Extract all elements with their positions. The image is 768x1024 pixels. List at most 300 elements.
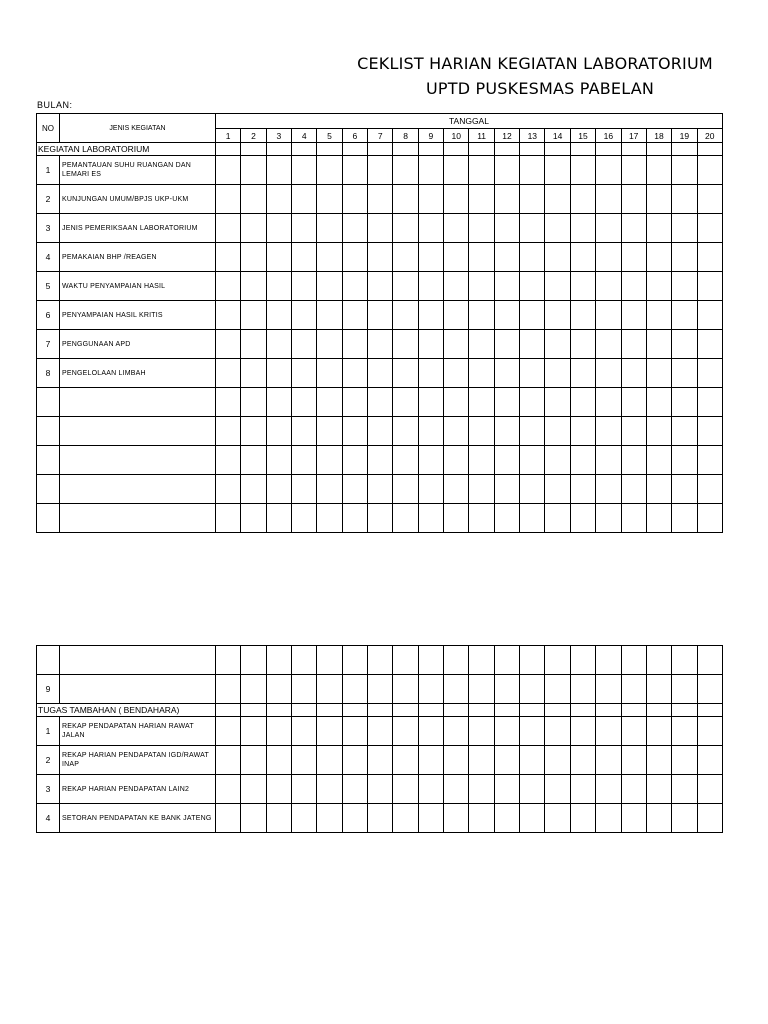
check-cell[interactable] — [266, 243, 291, 272]
check-cell[interactable] — [342, 243, 367, 272]
check-cell[interactable] — [646, 330, 671, 359]
check-cell[interactable] — [342, 675, 367, 704]
check-cell[interactable] — [646, 646, 671, 675]
check-cell[interactable] — [545, 301, 570, 330]
check-cell[interactable] — [520, 704, 545, 717]
check-cell[interactable] — [216, 475, 241, 504]
check-cell[interactable] — [697, 388, 722, 417]
check-cell[interactable] — [621, 185, 646, 214]
check-cell[interactable] — [646, 775, 671, 804]
check-cell[interactable] — [418, 475, 443, 504]
check-cell[interactable] — [672, 214, 697, 243]
check-cell[interactable] — [216, 746, 241, 775]
check-cell[interactable] — [368, 388, 393, 417]
check-cell[interactable] — [646, 446, 671, 475]
check-cell[interactable] — [317, 243, 342, 272]
check-cell[interactable] — [266, 388, 291, 417]
check-cell[interactable] — [672, 417, 697, 446]
check-cell[interactable] — [469, 804, 494, 833]
check-cell[interactable] — [520, 646, 545, 675]
check-cell[interactable] — [317, 504, 342, 533]
check-cell[interactable] — [292, 143, 317, 156]
check-cell[interactable] — [596, 475, 621, 504]
check-cell[interactable] — [368, 704, 393, 717]
check-cell[interactable] — [596, 330, 621, 359]
check-cell[interactable] — [545, 185, 570, 214]
check-cell[interactable] — [494, 243, 519, 272]
check-cell[interactable] — [418, 804, 443, 833]
check-cell[interactable] — [368, 185, 393, 214]
check-cell[interactable] — [368, 301, 393, 330]
check-cell[interactable] — [621, 704, 646, 717]
check-cell[interactable] — [494, 185, 519, 214]
check-cell[interactable] — [646, 272, 671, 301]
check-cell[interactable] — [292, 804, 317, 833]
check-cell[interactable] — [520, 156, 545, 185]
check-cell[interactable] — [241, 746, 266, 775]
check-cell[interactable] — [393, 775, 418, 804]
check-cell[interactable] — [317, 475, 342, 504]
check-cell[interactable] — [646, 704, 671, 717]
check-cell[interactable] — [646, 717, 671, 746]
check-cell[interactable] — [494, 504, 519, 533]
check-cell[interactable] — [570, 804, 595, 833]
check-cell[interactable] — [672, 272, 697, 301]
check-cell[interactable] — [317, 746, 342, 775]
check-cell[interactable] — [317, 272, 342, 301]
check-cell[interactable] — [621, 359, 646, 388]
check-cell[interactable] — [494, 330, 519, 359]
check-cell[interactable] — [646, 417, 671, 446]
check-cell[interactable] — [494, 214, 519, 243]
check-cell[interactable] — [646, 143, 671, 156]
check-cell[interactable] — [545, 272, 570, 301]
check-cell[interactable] — [393, 804, 418, 833]
check-cell[interactable] — [545, 243, 570, 272]
check-cell[interactable] — [494, 301, 519, 330]
check-cell[interactable] — [444, 746, 469, 775]
check-cell[interactable] — [393, 504, 418, 533]
check-cell[interactable] — [393, 475, 418, 504]
check-cell[interactable] — [241, 504, 266, 533]
check-cell[interactable] — [570, 185, 595, 214]
check-cell[interactable] — [241, 704, 266, 717]
check-cell[interactable] — [697, 417, 722, 446]
check-cell[interactable] — [697, 301, 722, 330]
check-cell[interactable] — [697, 746, 722, 775]
check-cell[interactable] — [646, 156, 671, 185]
check-cell[interactable] — [241, 675, 266, 704]
check-cell[interactable] — [469, 243, 494, 272]
check-cell[interactable] — [697, 446, 722, 475]
check-cell[interactable] — [342, 143, 367, 156]
check-cell[interactable] — [672, 359, 697, 388]
check-cell[interactable] — [621, 717, 646, 746]
check-cell[interactable] — [596, 359, 621, 388]
check-cell[interactable] — [469, 504, 494, 533]
check-cell[interactable] — [596, 417, 621, 446]
check-cell[interactable] — [469, 704, 494, 717]
check-cell[interactable] — [444, 475, 469, 504]
check-cell[interactable] — [646, 504, 671, 533]
check-cell[interactable] — [646, 675, 671, 704]
check-cell[interactable] — [545, 804, 570, 833]
check-cell[interactable] — [342, 775, 367, 804]
check-cell[interactable] — [368, 446, 393, 475]
check-cell[interactable] — [444, 775, 469, 804]
check-cell[interactable] — [646, 746, 671, 775]
check-cell[interactable] — [494, 446, 519, 475]
check-cell[interactable] — [520, 359, 545, 388]
check-cell[interactable] — [317, 675, 342, 704]
check-cell[interactable] — [545, 417, 570, 446]
check-cell[interactable] — [520, 475, 545, 504]
check-cell[interactable] — [697, 775, 722, 804]
check-cell[interactable] — [469, 646, 494, 675]
check-cell[interactable] — [469, 746, 494, 775]
check-cell[interactable] — [545, 214, 570, 243]
check-cell[interactable] — [393, 156, 418, 185]
check-cell[interactable] — [570, 704, 595, 717]
check-cell[interactable] — [596, 156, 621, 185]
check-cell[interactable] — [342, 330, 367, 359]
check-cell[interactable] — [646, 243, 671, 272]
check-cell[interactable] — [469, 156, 494, 185]
check-cell[interactable] — [672, 675, 697, 704]
check-cell[interactable] — [621, 446, 646, 475]
check-cell[interactable] — [241, 243, 266, 272]
check-cell[interactable] — [342, 717, 367, 746]
check-cell[interactable] — [697, 214, 722, 243]
check-cell[interactable] — [596, 504, 621, 533]
check-cell[interactable] — [570, 646, 595, 675]
check-cell[interactable] — [266, 330, 291, 359]
check-cell[interactable] — [216, 388, 241, 417]
check-cell[interactable] — [292, 417, 317, 446]
check-cell[interactable] — [393, 359, 418, 388]
check-cell[interactable] — [545, 504, 570, 533]
check-cell[interactable] — [596, 214, 621, 243]
check-cell[interactable] — [317, 646, 342, 675]
check-cell[interactable] — [342, 804, 367, 833]
check-cell[interactable] — [241, 417, 266, 446]
check-cell[interactable] — [444, 156, 469, 185]
check-cell[interactable] — [697, 143, 722, 156]
check-cell[interactable] — [444, 446, 469, 475]
check-cell[interactable] — [266, 675, 291, 704]
check-cell[interactable] — [545, 330, 570, 359]
check-cell[interactable] — [545, 359, 570, 388]
check-cell[interactable] — [545, 717, 570, 746]
check-cell[interactable] — [596, 301, 621, 330]
check-cell[interactable] — [342, 475, 367, 504]
check-cell[interactable] — [672, 646, 697, 675]
check-cell[interactable] — [216, 704, 241, 717]
check-cell[interactable] — [596, 775, 621, 804]
check-cell[interactable] — [342, 446, 367, 475]
check-cell[interactable] — [570, 717, 595, 746]
check-cell[interactable] — [266, 504, 291, 533]
check-cell[interactable] — [672, 243, 697, 272]
check-cell[interactable] — [241, 156, 266, 185]
check-cell[interactable] — [393, 675, 418, 704]
check-cell[interactable] — [418, 156, 443, 185]
check-cell[interactable] — [241, 388, 266, 417]
check-cell[interactable] — [596, 388, 621, 417]
check-cell[interactable] — [418, 675, 443, 704]
check-cell[interactable] — [646, 359, 671, 388]
check-cell[interactable] — [418, 330, 443, 359]
check-cell[interactable] — [570, 775, 595, 804]
check-cell[interactable] — [545, 475, 570, 504]
check-cell[interactable] — [342, 704, 367, 717]
check-cell[interactable] — [393, 746, 418, 775]
check-cell[interactable] — [469, 185, 494, 214]
check-cell[interactable] — [672, 330, 697, 359]
check-cell[interactable] — [418, 704, 443, 717]
check-cell[interactable] — [292, 388, 317, 417]
check-cell[interactable] — [570, 475, 595, 504]
check-cell[interactable] — [469, 446, 494, 475]
check-cell[interactable] — [292, 185, 317, 214]
check-cell[interactable] — [292, 504, 317, 533]
check-cell[interactable] — [621, 272, 646, 301]
check-cell[interactable] — [393, 330, 418, 359]
check-cell[interactable] — [545, 775, 570, 804]
check-cell[interactable] — [494, 717, 519, 746]
check-cell[interactable] — [342, 646, 367, 675]
check-cell[interactable] — [570, 746, 595, 775]
check-cell[interactable] — [216, 359, 241, 388]
check-cell[interactable] — [672, 301, 697, 330]
check-cell[interactable] — [393, 446, 418, 475]
check-cell[interactable] — [368, 143, 393, 156]
check-cell[interactable] — [241, 301, 266, 330]
check-cell[interactable] — [494, 775, 519, 804]
check-cell[interactable] — [545, 143, 570, 156]
check-cell[interactable] — [444, 301, 469, 330]
check-cell[interactable] — [697, 272, 722, 301]
check-cell[interactable] — [342, 388, 367, 417]
check-cell[interactable] — [469, 214, 494, 243]
check-cell[interactable] — [621, 301, 646, 330]
check-cell[interactable] — [368, 775, 393, 804]
check-cell[interactable] — [621, 243, 646, 272]
check-cell[interactable] — [697, 804, 722, 833]
check-cell[interactable] — [342, 185, 367, 214]
check-cell[interactable] — [646, 301, 671, 330]
check-cell[interactable] — [292, 717, 317, 746]
check-cell[interactable] — [266, 804, 291, 833]
check-cell[interactable] — [292, 156, 317, 185]
check-cell[interactable] — [241, 214, 266, 243]
check-cell[interactable] — [266, 417, 291, 446]
check-cell[interactable] — [494, 359, 519, 388]
check-cell[interactable] — [570, 156, 595, 185]
check-cell[interactable] — [672, 388, 697, 417]
check-cell[interactable] — [342, 272, 367, 301]
check-cell[interactable] — [520, 185, 545, 214]
check-cell[interactable] — [266, 475, 291, 504]
check-cell[interactable] — [216, 243, 241, 272]
check-cell[interactable] — [393, 301, 418, 330]
check-cell[interactable] — [494, 272, 519, 301]
check-cell[interactable] — [342, 746, 367, 775]
check-cell[interactable] — [393, 243, 418, 272]
check-cell[interactable] — [368, 330, 393, 359]
check-cell[interactable] — [418, 446, 443, 475]
check-cell[interactable] — [368, 417, 393, 446]
check-cell[interactable] — [418, 746, 443, 775]
check-cell[interactable] — [621, 143, 646, 156]
check-cell[interactable] — [317, 301, 342, 330]
check-cell[interactable] — [292, 775, 317, 804]
check-cell[interactable] — [545, 746, 570, 775]
check-cell[interactable] — [444, 804, 469, 833]
check-cell[interactable] — [266, 301, 291, 330]
check-cell[interactable] — [520, 675, 545, 704]
check-cell[interactable] — [545, 446, 570, 475]
check-cell[interactable] — [317, 804, 342, 833]
check-cell[interactable] — [469, 475, 494, 504]
check-cell[interactable] — [444, 214, 469, 243]
check-cell[interactable] — [596, 704, 621, 717]
check-cell[interactable] — [241, 717, 266, 746]
check-cell[interactable] — [494, 646, 519, 675]
check-cell[interactable] — [368, 717, 393, 746]
check-cell[interactable] — [672, 446, 697, 475]
check-cell[interactable] — [216, 646, 241, 675]
check-cell[interactable] — [570, 675, 595, 704]
check-cell[interactable] — [342, 504, 367, 533]
check-cell[interactable] — [241, 446, 266, 475]
check-cell[interactable] — [368, 359, 393, 388]
check-cell[interactable] — [393, 272, 418, 301]
check-cell[interactable] — [469, 388, 494, 417]
check-cell[interactable] — [469, 272, 494, 301]
check-cell[interactable] — [444, 272, 469, 301]
check-cell[interactable] — [368, 746, 393, 775]
check-cell[interactable] — [596, 646, 621, 675]
check-cell[interactable] — [672, 156, 697, 185]
check-cell[interactable] — [672, 746, 697, 775]
check-cell[interactable] — [266, 185, 291, 214]
check-cell[interactable] — [570, 301, 595, 330]
check-cell[interactable] — [266, 156, 291, 185]
check-cell[interactable] — [621, 475, 646, 504]
check-cell[interactable] — [418, 243, 443, 272]
check-cell[interactable] — [266, 717, 291, 746]
check-cell[interactable] — [596, 717, 621, 746]
check-cell[interactable] — [266, 775, 291, 804]
check-cell[interactable] — [621, 156, 646, 185]
check-cell[interactable] — [520, 143, 545, 156]
check-cell[interactable] — [570, 446, 595, 475]
check-cell[interactable] — [672, 804, 697, 833]
check-cell[interactable] — [520, 214, 545, 243]
check-cell[interactable] — [621, 675, 646, 704]
check-cell[interactable] — [292, 243, 317, 272]
check-cell[interactable] — [570, 272, 595, 301]
check-cell[interactable] — [216, 143, 241, 156]
check-cell[interactable] — [570, 359, 595, 388]
check-cell[interactable] — [241, 775, 266, 804]
check-cell[interactable] — [469, 330, 494, 359]
check-cell[interactable] — [292, 675, 317, 704]
check-cell[interactable] — [418, 301, 443, 330]
check-cell[interactable] — [317, 143, 342, 156]
check-cell[interactable] — [494, 156, 519, 185]
check-cell[interactable] — [444, 359, 469, 388]
check-cell[interactable] — [672, 143, 697, 156]
check-cell[interactable] — [444, 388, 469, 417]
check-cell[interactable] — [697, 475, 722, 504]
check-cell[interactable] — [317, 717, 342, 746]
check-cell[interactable] — [241, 185, 266, 214]
check-cell[interactable] — [368, 214, 393, 243]
check-cell[interactable] — [697, 359, 722, 388]
check-cell[interactable] — [418, 185, 443, 214]
check-cell[interactable] — [317, 359, 342, 388]
check-cell[interactable] — [621, 330, 646, 359]
check-cell[interactable] — [216, 185, 241, 214]
check-cell[interactable] — [317, 185, 342, 214]
check-cell[interactable] — [697, 717, 722, 746]
check-cell[interactable] — [444, 675, 469, 704]
check-cell[interactable] — [672, 717, 697, 746]
check-cell[interactable] — [342, 156, 367, 185]
check-cell[interactable] — [672, 775, 697, 804]
check-cell[interactable] — [697, 156, 722, 185]
check-cell[interactable] — [646, 388, 671, 417]
check-cell[interactable] — [393, 704, 418, 717]
check-cell[interactable] — [418, 272, 443, 301]
check-cell[interactable] — [570, 143, 595, 156]
check-cell[interactable] — [292, 746, 317, 775]
check-cell[interactable] — [368, 646, 393, 675]
check-cell[interactable] — [216, 675, 241, 704]
check-cell[interactable] — [596, 804, 621, 833]
check-cell[interactable] — [317, 417, 342, 446]
check-cell[interactable] — [241, 804, 266, 833]
check-cell[interactable] — [216, 804, 241, 833]
check-cell[interactable] — [241, 330, 266, 359]
check-cell[interactable] — [646, 804, 671, 833]
check-cell[interactable] — [317, 388, 342, 417]
check-cell[interactable] — [545, 704, 570, 717]
check-cell[interactable] — [520, 330, 545, 359]
check-cell[interactable] — [672, 185, 697, 214]
check-cell[interactable] — [520, 446, 545, 475]
check-cell[interactable] — [697, 675, 722, 704]
check-cell[interactable] — [444, 185, 469, 214]
check-cell[interactable] — [266, 214, 291, 243]
check-cell[interactable] — [646, 214, 671, 243]
check-cell[interactable] — [596, 185, 621, 214]
check-cell[interactable] — [520, 388, 545, 417]
check-cell[interactable] — [494, 675, 519, 704]
check-cell[interactable] — [469, 359, 494, 388]
check-cell[interactable] — [469, 143, 494, 156]
check-cell[interactable] — [520, 775, 545, 804]
check-cell[interactable] — [596, 746, 621, 775]
check-cell[interactable] — [266, 746, 291, 775]
check-cell[interactable] — [520, 717, 545, 746]
check-cell[interactable] — [621, 504, 646, 533]
check-cell[interactable] — [672, 704, 697, 717]
check-cell[interactable] — [621, 746, 646, 775]
check-cell[interactable] — [697, 330, 722, 359]
